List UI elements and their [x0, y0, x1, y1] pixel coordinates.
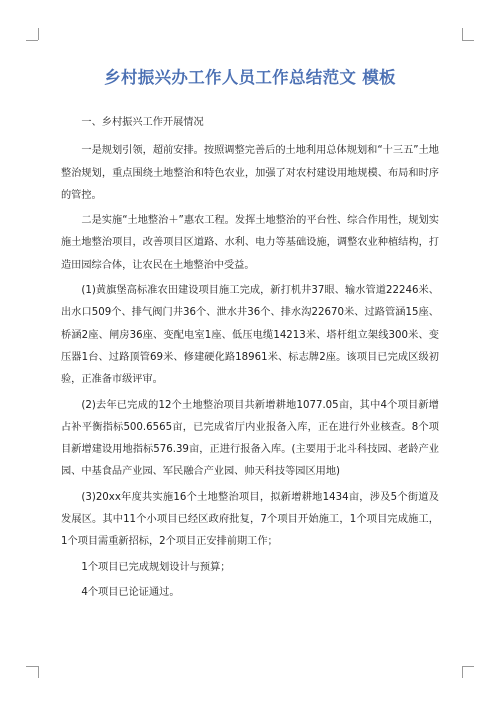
crop-mark-bottom-right-h: [462, 666, 474, 667]
paragraph-item-3: (3)20xx年度共实施16个土地整治项目，拟新增耕地1434亩，涉及5个街道及发展区。其中11个小项目已经区政府批复，7个项目开始施工，1个项目完成施工，1个项目需重新招标，2个项目正安排前期工作；: [61, 491, 439, 548]
paragraph-item-1: (1)黄旗堡高标准农田建设项目施工完成，新打机井37眼、输水管道22246米、出水口509个、排气阀门井36个、泄水井36个、排水沟22670米、过路管涵15座、桥涵2座、闸房36座、变配电室1座、低压电缆14213米、塔杆组立架线300米、变压器1台、过路顶管69米、修建硬化路18961米、标志牌2座。该项目已完成区级初验，正准备市级评审。: [61, 285, 439, 386]
paragraph-land-project: 二是实施“土地整治＋”惠农工程。发挥土地整治的平台性、综合作用性，规划实施土地整治项目，改善项目区道路、水利、电力等基础设施，调整农业种植结构，打造田园综合体，让农民在土地整治中受益。: [61, 215, 439, 271]
crop-mark-top-right-h: [462, 40, 474, 41]
crop-mark-top-left-v: [38, 28, 39, 40]
crop-mark-top-right-v: [462, 28, 463, 40]
crop-mark-bottom-left-h: [26, 666, 38, 667]
paragraph-planning: 一是规划引领，超前安排。按照调整完善后的土地利用总体规划和“十三五”土地整治规划，重点围绕土地整治和特色农业，加强了对农村建设用地规模、布局和时序的管控。: [61, 145, 439, 201]
paragraph-approved: 4个项目已论证通过。: [81, 586, 180, 598]
paragraph-item-2: (2)去年已完成的12个土地整治项目共新增耕地1077.05亩，其中4个项目新增占补平衡指标500.6565亩，已完成省厅内业报备入库，正在进行外业核查。8个项目新增建设用地指标576.39亩，正进行报备入库。(主要用于北斗科技园、老龄产业园、中基食品产业园、军民融合产业园、帅天科技等园区用地): [61, 399, 439, 478]
crop-mark-top-left-h: [26, 40, 38, 41]
section-heading: 一、乡村振兴工作开展情况: [81, 117, 204, 128]
paragraph-plan-done: 1个项目已完成规划设计与预算；: [81, 561, 231, 573]
crop-mark-bottom-left-v: [38, 666, 39, 678]
document-body: [61, 112, 439, 607]
crop-mark-bottom-right-v: [462, 666, 463, 678]
document-title: 乡村振兴办工作人员工作总结范文 模板: [104, 68, 396, 87]
